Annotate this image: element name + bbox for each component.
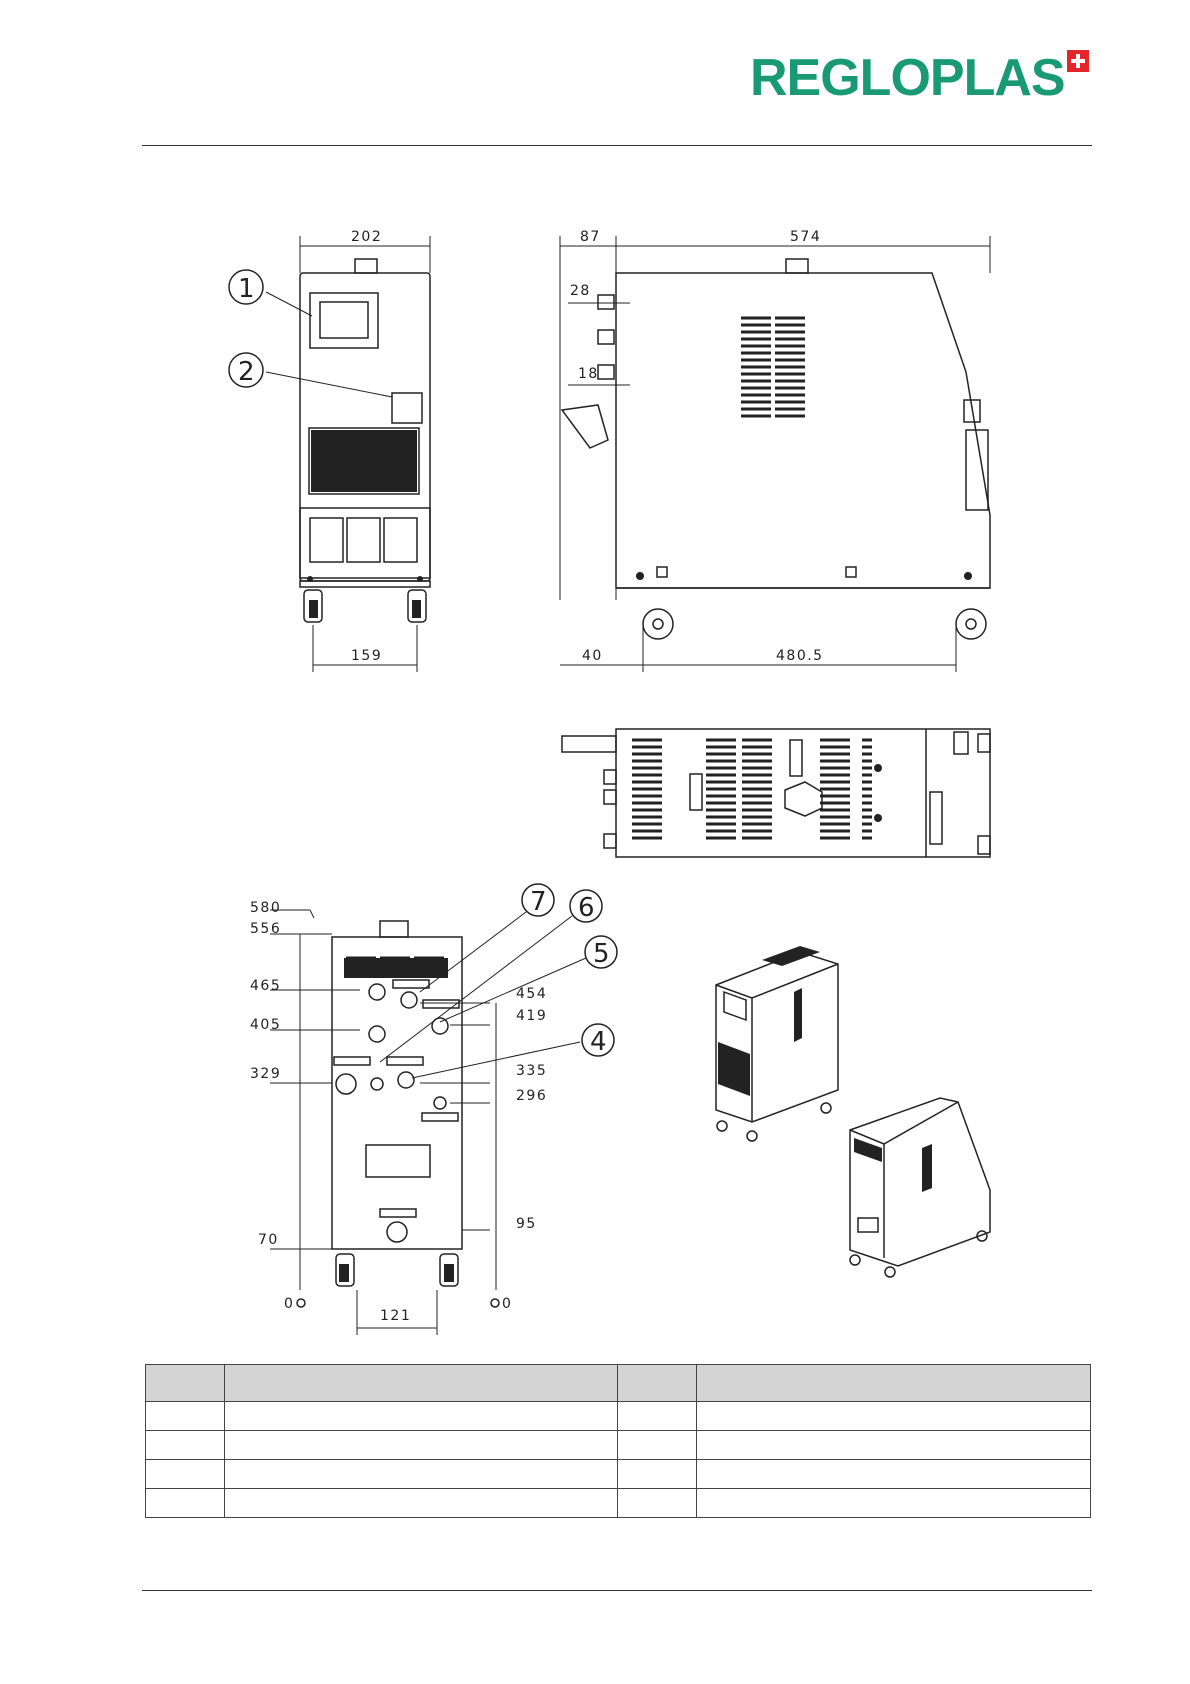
dim-rear-419: 419	[516, 1008, 548, 1024]
dim-rear-556: 556	[250, 921, 282, 937]
table-cell	[697, 1460, 1091, 1489]
table-cell	[618, 1460, 697, 1489]
table-cell	[225, 1489, 618, 1518]
isometric-rear	[850, 1098, 990, 1277]
dim-rear-zero-left: 0	[284, 1296, 295, 1312]
dim-front-width: 202	[351, 229, 383, 245]
table-cell	[225, 1460, 618, 1489]
table-row	[146, 1431, 1091, 1460]
dim-rear-zero-right: 0	[502, 1296, 513, 1312]
callout-7: 7	[530, 887, 547, 917]
callout-5: 5	[593, 939, 610, 969]
regloplas-logo: REGLOPLAS	[750, 49, 1065, 107]
table-row	[146, 1489, 1091, 1518]
table-cell	[697, 1431, 1091, 1460]
table-cell	[146, 1402, 225, 1431]
table-cell	[225, 1431, 618, 1460]
dim-rear-296: 296	[516, 1088, 548, 1104]
dim-rear-465: 465	[250, 978, 282, 994]
dim-front-wheelbase: 159	[351, 648, 383, 664]
spec-table	[145, 1364, 1091, 1518]
dim-rear-580: 580	[250, 900, 282, 916]
dim-side-28: 28	[570, 283, 591, 299]
dim-rear-95: 95	[516, 1216, 537, 1232]
isometric-front	[716, 952, 838, 1141]
dim-rear-70: 70	[258, 1232, 279, 1248]
rear-view	[270, 884, 617, 1335]
dim-rear-329: 329	[250, 1066, 282, 1082]
table-cell	[146, 1489, 225, 1518]
table-cell	[225, 1402, 618, 1431]
table-cell	[618, 1402, 697, 1431]
dim-rear-335: 335	[516, 1063, 548, 1079]
callout-4: 4	[590, 1027, 607, 1057]
table-cell	[618, 1489, 697, 1518]
table-cell	[618, 1431, 697, 1460]
table-cell	[697, 1489, 1091, 1518]
table-cell	[146, 1460, 225, 1489]
footer-rule	[142, 1590, 1092, 1591]
table-row	[146, 1402, 1091, 1431]
dim-side-18: 18	[578, 366, 599, 382]
table-header-cell	[618, 1365, 697, 1402]
dim-side-length: 574	[790, 229, 822, 245]
table-cell	[146, 1431, 225, 1460]
callout-1: 1	[238, 274, 255, 304]
table-row	[146, 1460, 1091, 1489]
side-view	[560, 236, 990, 672]
top-view	[562, 729, 990, 857]
table-header-cell	[146, 1365, 225, 1402]
callout-6: 6	[578, 893, 595, 923]
dim-rear-454: 454	[516, 986, 548, 1002]
dim-rear-405: 405	[250, 1017, 282, 1033]
table-header-cell	[225, 1365, 618, 1402]
table-cell	[697, 1402, 1091, 1431]
dim-rear-wheelbase: 121	[380, 1308, 412, 1324]
table-header-cell	[697, 1365, 1091, 1402]
dim-side-wheel-offset: 40	[582, 648, 603, 664]
table-header-row	[146, 1365, 1091, 1402]
callout-2: 2	[238, 357, 255, 387]
dim-side-offset: 87	[580, 229, 601, 245]
dim-side-wheelbase: 480.5	[776, 648, 824, 664]
